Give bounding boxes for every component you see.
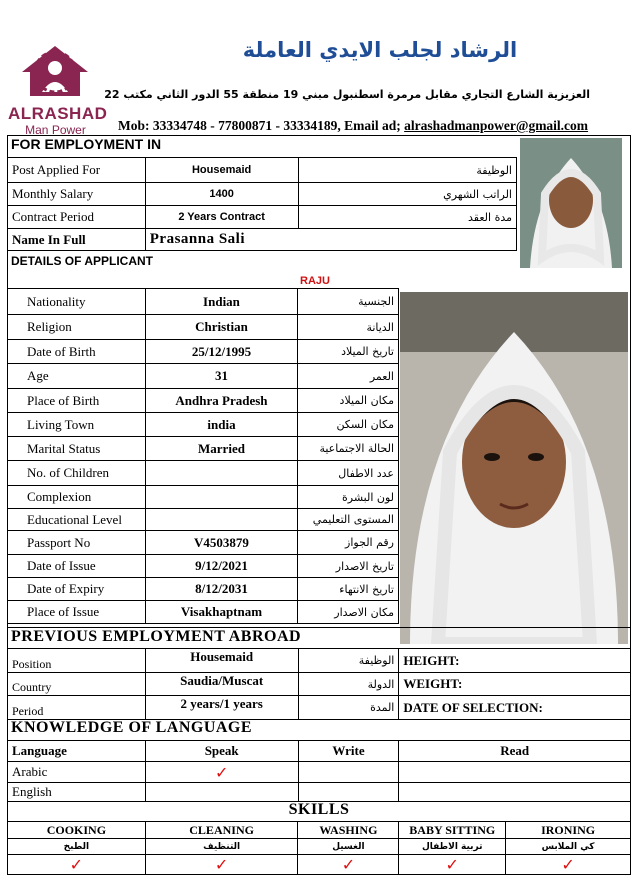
applicant-field-value: V4503879 [145, 531, 298, 555]
skill-label: IRONING [506, 822, 631, 839]
employment-label-ar: الوظيفة [298, 158, 517, 183]
logo-title: ALRASHAD [8, 104, 108, 123]
employment-row [8, 183, 517, 206]
previous-field-value: Housemaid [145, 649, 298, 673]
skill-label-ar: الغسيل [298, 839, 399, 855]
applicant-row [8, 289, 399, 315]
applicant-field-value [145, 486, 298, 509]
applicant-section-title: DETAILS OF APPLICANT [11, 254, 153, 268]
company-contact [118, 118, 638, 134]
language-row [8, 762, 631, 783]
previous-field-value: 2 years/1 years [145, 696, 298, 720]
applicant-field-value: Indian [145, 289, 298, 315]
applicant-field-label: No. of Children [8, 461, 146, 486]
applicant-field-label: Place of Issue [8, 601, 146, 624]
previous-right-label: WEIGHT: [399, 673, 631, 696]
contact-phones: Mob: 33334748 - 77800871 - 33334189, Email ad; [118, 118, 405, 133]
skill-label-ar: كي الملابس [506, 839, 631, 855]
previous-field-label-ar: المدة [298, 696, 399, 720]
applicant-field-label: Educational Level [8, 509, 146, 531]
skill-label: WASHING [298, 822, 399, 839]
speak-tick-icon: ✓ [145, 762, 298, 783]
applicant-field-value: 31 [145, 364, 298, 389]
applicant-row [8, 509, 399, 531]
employment-value: Housemaid [145, 158, 298, 183]
skills-ar-row [8, 839, 631, 855]
applicant-field-label-ar: الحالة الاجتماعية [298, 437, 399, 461]
previous-section-title: PREVIOUS EMPLOYMENT ABROAD [11, 628, 302, 645]
applicant-field-label: Living Town [8, 413, 146, 437]
applicant-field-label: Passport No [8, 531, 146, 555]
previous-right-label: HEIGHT: [399, 649, 631, 673]
applicant-row [8, 531, 399, 555]
previous-right-label: DATE OF SELECTION: [399, 696, 631, 720]
skill-tick-icon: ✓ [399, 855, 506, 875]
company-logo [8, 42, 108, 137]
applicant-row [8, 389, 399, 413]
applicant-row [8, 437, 399, 461]
previous-table [7, 648, 631, 720]
write-col-header: Write [298, 741, 399, 762]
applicant-row [8, 413, 399, 437]
skill-tick-icon: ✓ [8, 855, 146, 875]
skill-label-ar: تربية الاطفال [399, 839, 506, 855]
name-value: Prasanna Sali [145, 229, 516, 251]
language-col-header: Language [8, 741, 146, 762]
applicant-field-value: Married [145, 437, 298, 461]
language-row [8, 783, 631, 802]
previous-row [8, 696, 631, 720]
skill-label-ar: التنظيف [145, 839, 298, 855]
skill-tick-icon: ✓ [145, 855, 298, 875]
employment-label-ar: الراتب الشهري [298, 183, 517, 206]
applicant-field-value: india [145, 413, 298, 437]
employment-label: Contract Period [8, 206, 146, 229]
applicant-field-label-ar: مكان الميلاد [298, 389, 399, 413]
applicant-field-label: Religion [8, 315, 146, 340]
applicant-row [8, 340, 399, 364]
applicant-field-value: 25/12/1995 [145, 340, 298, 364]
employment-label-ar: مدة العقد [298, 206, 517, 229]
applicant-field-label-ar: مكان السكن [298, 413, 399, 437]
employment-value: 2 Years Contract [145, 206, 298, 229]
read-tick-icon [399, 783, 631, 802]
applicant-field-label: Age [8, 364, 146, 389]
skill-label: BABY SITTING [399, 822, 506, 839]
applicant-field-label-ar: تاريخ الميلاد [298, 340, 399, 364]
applicant-field-value [145, 461, 298, 486]
applicant-field-label-ar: الديانة [298, 315, 399, 340]
applicant-row [8, 601, 399, 624]
applicant-portrait-icon [400, 292, 628, 644]
employment-section-title: FOR EMPLOYMENT IN [11, 136, 162, 152]
applicant-field-value: Christian [145, 315, 298, 340]
applicant-field-label-ar: تاريخ الاصدار [298, 555, 399, 578]
employment-label: Post Applied For [8, 158, 146, 183]
logo-emblem-icon [8, 42, 103, 100]
skills-en-row [8, 822, 631, 839]
applicant-field-label: Date of Expiry [8, 578, 146, 601]
applicant-row [8, 315, 399, 340]
applicant-field-value: Andhra Pradesh [145, 389, 298, 413]
employment-row [8, 158, 517, 183]
previous-field-label: Country [8, 673, 146, 696]
applicant-photo-small [520, 138, 622, 268]
previous-field-value: Saudia/Muscat [145, 673, 298, 696]
applicant-row [8, 486, 399, 509]
write-tick-icon [298, 762, 399, 783]
name-row [8, 229, 517, 251]
applicant-photo-large [400, 292, 628, 644]
previous-field-label: Period [8, 696, 146, 720]
applicant-field-label-ar: المستوى التعليمي [298, 509, 399, 531]
language-table [7, 740, 631, 802]
skills-mark-row [8, 855, 631, 875]
applicant-field-label-ar: لون البشرة [298, 486, 399, 509]
applicant-table [7, 288, 399, 624]
applicant-field-value: 9/12/2021 [145, 555, 298, 578]
language-header-row [8, 741, 631, 762]
applicant-field-label: Place of Birth [8, 389, 146, 413]
contact-email-link[interactable]: alrashadmanpower@gmail.com [404, 118, 589, 133]
applicant-field-label: Marital Status [8, 437, 146, 461]
skill-label-ar: الطبخ [8, 839, 146, 855]
applicant-row [8, 578, 399, 601]
name-label: Name In Full [8, 229, 146, 251]
skill-tick-icon: ✓ [506, 855, 631, 875]
skills-section-title: SKILLS [288, 801, 350, 818]
previous-field-label-ar: الوظيفة [298, 649, 399, 673]
previous-field-label-ar: الدولة [298, 673, 399, 696]
employment-label: Monthly Salary [8, 183, 146, 206]
company-address: العزيزية الشارع التجاري مقابل مرمرة اسطنبول مبني 19 منطقة 55 الدور الثاني مكتب 22 [104, 88, 590, 101]
skill-tick-icon: ✓ [298, 855, 399, 875]
applicant-field-label-ar: رقم الجواز [298, 531, 399, 555]
agent-tag: RAJU [300, 275, 330, 287]
applicant-field-label-ar: العمر [298, 364, 399, 389]
applicant-row [8, 461, 399, 486]
read-tick-icon [399, 762, 631, 783]
language-name: English [8, 783, 146, 802]
language-name: Arabic [8, 762, 146, 783]
skills-table [7, 821, 631, 875]
applicant-portrait-icon [520, 138, 622, 268]
applicant-field-value [145, 509, 298, 531]
skill-label: COOKING [8, 822, 146, 839]
speak-col-header: Speak [145, 741, 298, 762]
previous-row [8, 673, 631, 696]
applicant-field-label: Date of Birth [8, 340, 146, 364]
write-tick-icon [298, 783, 399, 802]
applicant-field-label: Nationality [8, 289, 146, 315]
applicant-field-label-ar: عدد الاطفال [298, 461, 399, 486]
company-arabic-name: الرشاد لجلب الايدي العاملة [242, 38, 518, 62]
previous-row [8, 649, 631, 673]
employment-row [8, 206, 517, 229]
employment-value: 1400 [145, 183, 298, 206]
skill-label: CLEANING [145, 822, 298, 839]
applicant-field-value: Visakhaptnam [145, 601, 298, 624]
applicant-field-value: 8/12/2031 [145, 578, 298, 601]
previous-field-label: Position [8, 649, 146, 673]
applicant-row [8, 555, 399, 578]
read-col-header: Read [399, 741, 631, 762]
applicant-field-label-ar: الجنسية [298, 289, 399, 315]
employment-table [7, 157, 517, 251]
applicant-field-label-ar: مكان الاصدار [298, 601, 399, 624]
speak-tick-icon [145, 783, 298, 802]
applicant-field-label: Complexion [8, 486, 146, 509]
applicant-field-label-ar: تاريخ الانتهاء [298, 578, 399, 601]
applicant-field-label: Date of Issue [8, 555, 146, 578]
logo-subtitle: Man Power [25, 123, 86, 137]
language-section-title: KNOWLEDGE OF LANGUAGE [11, 719, 253, 736]
applicant-row [8, 364, 399, 389]
